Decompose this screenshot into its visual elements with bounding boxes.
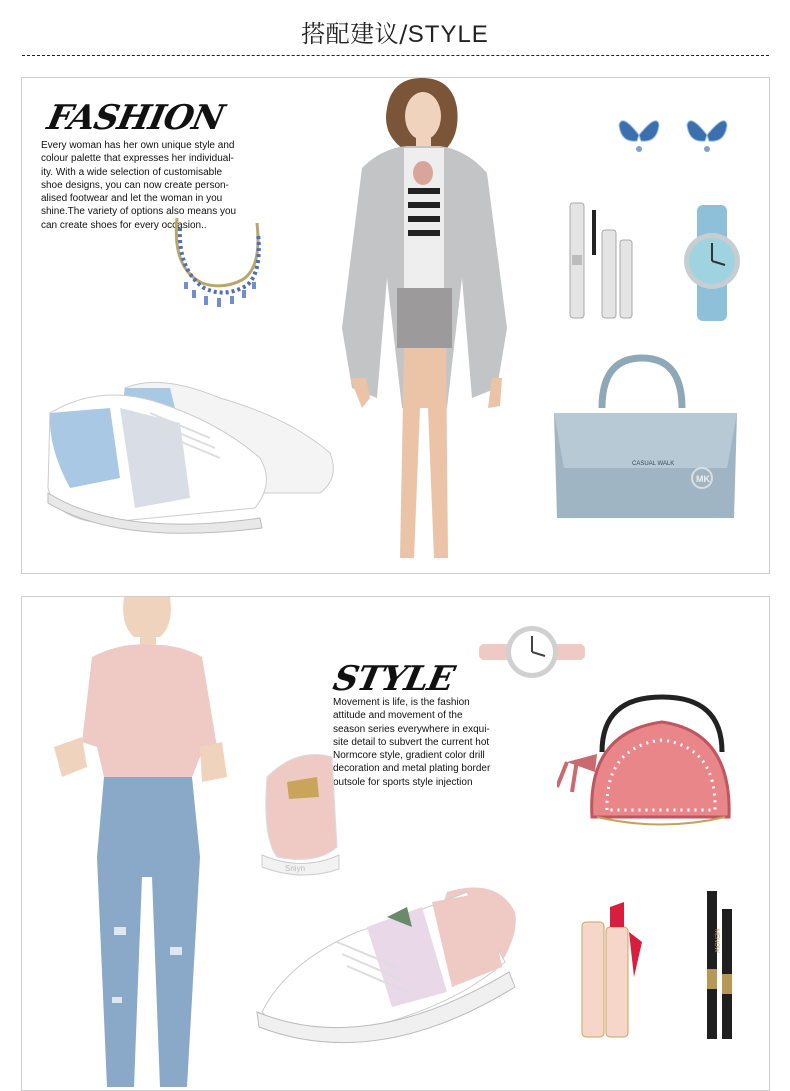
- pink-round-bag-image: [557, 692, 737, 832]
- blue-sneakers-image: [40, 368, 345, 538]
- pink-sneaker-large-image: [247, 872, 532, 1062]
- style-description-line: Normcore style, gradient color drill: [333, 750, 485, 762]
- style-description-line: outsole for sports style injection: [333, 776, 473, 788]
- page-header: [0, 0, 790, 56]
- style-description-line: decoration and metal plating border: [333, 763, 491, 775]
- style-panel: [21, 596, 770, 1091]
- bag-logo: MK: [696, 474, 710, 484]
- style-description-line: attitude and movement of the: [333, 710, 463, 722]
- fashion-description-line: alised footwear and let the woman in you: [41, 193, 223, 205]
- style-description: [333, 696, 543, 789]
- butterfly-earrings-image: [617, 113, 732, 158]
- fashion-panel: [21, 77, 770, 574]
- blue-watch-image: [677, 203, 747, 323]
- style-description-line: season series everywhere in exqui-: [333, 723, 490, 735]
- fashion-description-line: colour palette that expresses her individual-: [41, 153, 234, 165]
- handbag-image: [542, 353, 747, 528]
- model-jeans-image: [52, 597, 247, 1090]
- eyeliner-brand: MENOW: [713, 929, 719, 953]
- necklace-image: [162, 208, 272, 308]
- fashion-description-line: can create shoes for every occasion..: [41, 219, 207, 231]
- pink-watch-image: [477, 624, 587, 679]
- lipstick-image: [574, 902, 644, 1042]
- fashion-heading: FASHION: [43, 98, 228, 138]
- section-title: [0, 14, 790, 49]
- fashion-description-line: Every woman has her own unique style and: [41, 140, 235, 151]
- sneaker-heel-brand: Sniyn: [285, 864, 306, 873]
- section-title-separator: /: [399, 20, 408, 48]
- section-title-en: STYLE: [407, 21, 489, 48]
- fashion-description-line: shine.The variety of options also means you: [41, 206, 237, 218]
- fashion-description-line: ity. With a wide selection of customisable: [41, 166, 223, 178]
- eyeliner-image: [702, 889, 737, 1044]
- mascara-image: [567, 200, 642, 325]
- section-title-cn: 搭配建议: [301, 20, 400, 48]
- pink-sneaker-small-image: [257, 747, 347, 877]
- header-divider: [22, 55, 769, 56]
- style-heading: STYLE: [329, 659, 458, 699]
- fashion-description-line: shoe designs, you can now create person-: [41, 179, 229, 191]
- style-description-line: Movement is life, is the fashion: [333, 697, 470, 708]
- style-description-line: site detail to subvert the current hot: [333, 736, 490, 748]
- model-gray-coat-image: [322, 78, 532, 573]
- handbag-label: CASUAL WALK: [632, 461, 675, 467]
